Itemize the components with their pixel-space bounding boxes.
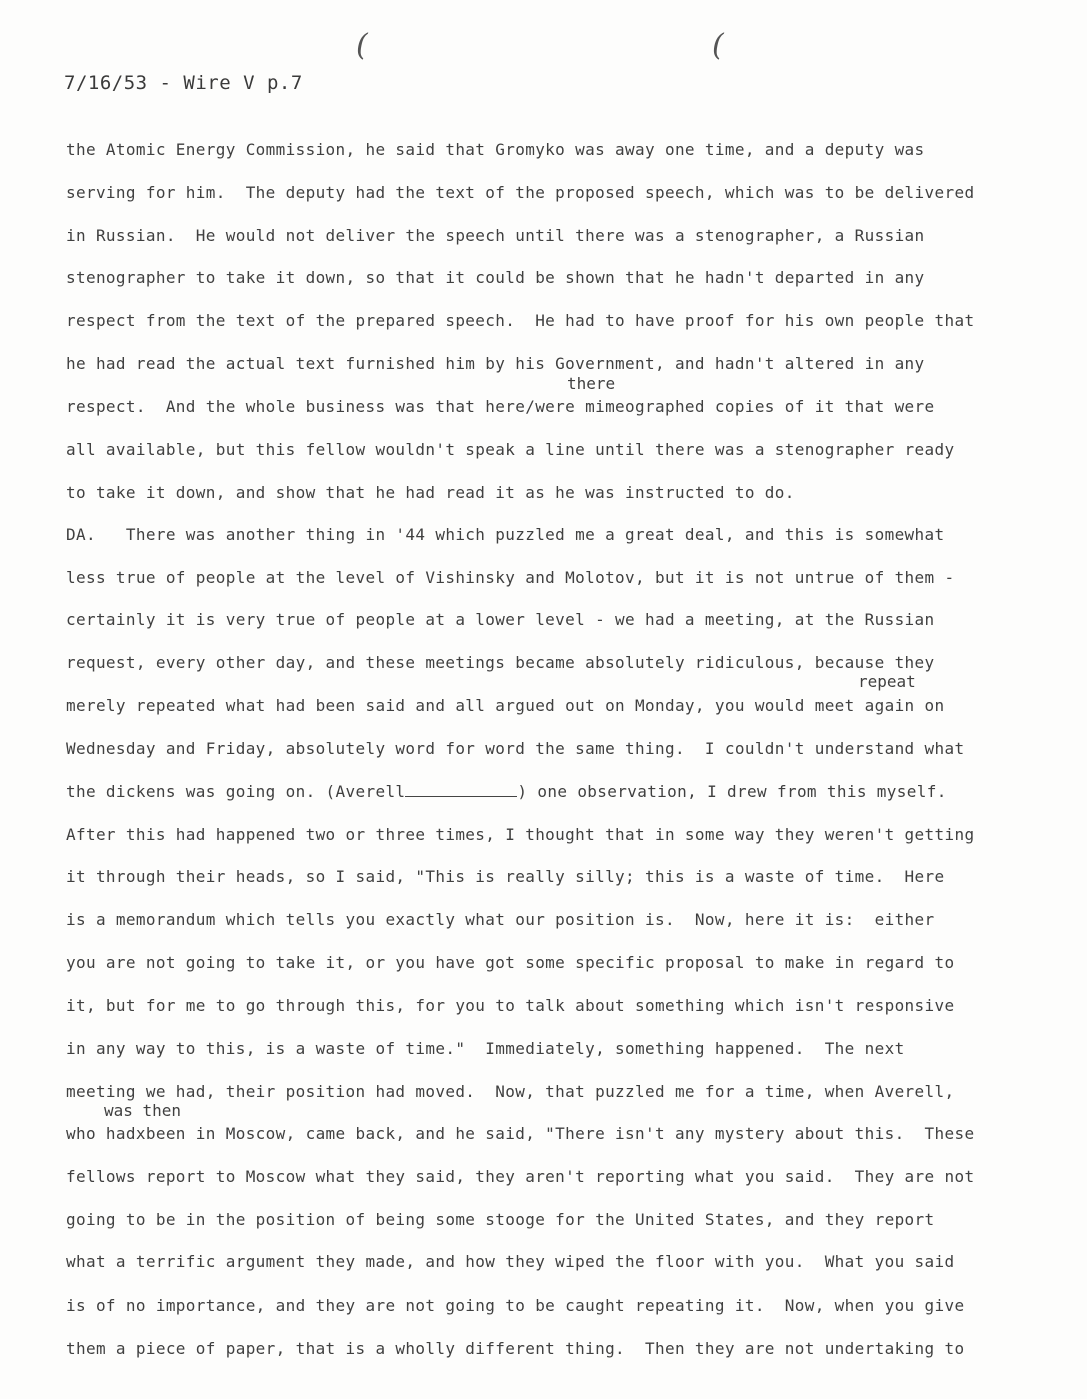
paren-mark-left: ( [356,28,368,63]
text-line: who hadxbeen in Moscow, came back, and he said, "There isn't any mystery about this. These [66,1124,975,1143]
text-line: in any way to this, is a waste of time." Immediately, something happened. The next [66,1039,905,1058]
insert-repeat: repeat [858,672,916,691]
text-line: stenographer to take it down, so that it could be shown that he hadn't departed in any [66,268,925,287]
text-line: you are not going to take it, or you have got some specific proposal to make in regard to [66,953,955,972]
text-line: respect. And the whole business was that here/were mimeographed copies of it that were [66,397,935,416]
text-line-start: the dickens was going on. (Averell [66,782,406,801]
text-line: merely repeated what had been said and all argued out on Monday, you would meet again on [66,696,945,715]
text-line: is a memorandum which tells you exactly what our position is. Now, here it is: either [66,910,935,929]
text-line: respect from the text of the prepared speech. He had to have proof for his own people that [66,311,975,330]
insert-there: there [567,374,616,393]
page-header: 7/16/53 - Wire V p.7 [64,72,303,94]
text-line: meeting we had, their position had moved. Now, that puzzled me for a time, when Averell, [66,1082,955,1101]
text-line: them a piece of paper, that is a wholly different thing. Then they are not undertaking to [66,1339,965,1358]
text-line: he had read the actual text furnished him by his Government, and hadn't altered in any [66,354,925,373]
text-line: it, but for me to go through this, for you to talk about something which isn't responsive [66,996,955,1015]
text-line: all available, but this fellow wouldn't speak a line until there was a stenographer ready [66,440,955,459]
insert-was-then: was then [104,1101,182,1120]
text-line-with-blank [66,782,947,801]
text-line: less true of people at the level of Vishinsky and Molotov, but it is not untrue of them - [66,568,955,587]
text-line-end: ) one observation, I drew from this myself. [517,782,947,801]
text-line: what a terrific argument they made, and how they wiped the floor with you. What you said [66,1252,955,1271]
text-line: serving for him. The deputy had the text of the proposed speech, which was to be delivered [66,183,975,202]
text-line: request, every other day, and these meetings became absolutely ridiculous, because they [66,653,935,672]
text-line: Wednesday and Friday, absolutely word for word the same thing. I couldn't understand what [66,739,965,758]
blank-underline [405,782,517,797]
paren-mark-right: ( [712,28,724,63]
text-line: to take it down, and show that he had read it as he was instructed to do. [66,483,795,502]
text-line: going to be in the position of being some stooge for the United States, and they report [66,1210,935,1229]
text-line: After this had happened two or three times, I thought that in some way they weren't getting [66,825,975,844]
text-line: it through their heads, so I said, "This is really silly; this is a waste of time. Here [66,867,945,886]
text-line: fellows report to Moscow what they said, they aren't reporting what you said. They are not [66,1167,975,1186]
text-line: the Atomic Energy Commission, he said that Gromyko was away one time, and a deputy was [66,140,925,159]
text-line: DA. There was another thing in '44 which puzzled me a great deal, and this is somewhat [66,525,945,544]
text-line: in Russian. He would not deliver the speech until there was a stenographer, a Russian [66,226,925,245]
text-line: certainly it is very true of people at a lower level - we had a meeting, at the Russian [66,610,935,629]
text-line: is of no importance, and they are not going to be caught repeating it. Now, when you give [66,1296,965,1315]
